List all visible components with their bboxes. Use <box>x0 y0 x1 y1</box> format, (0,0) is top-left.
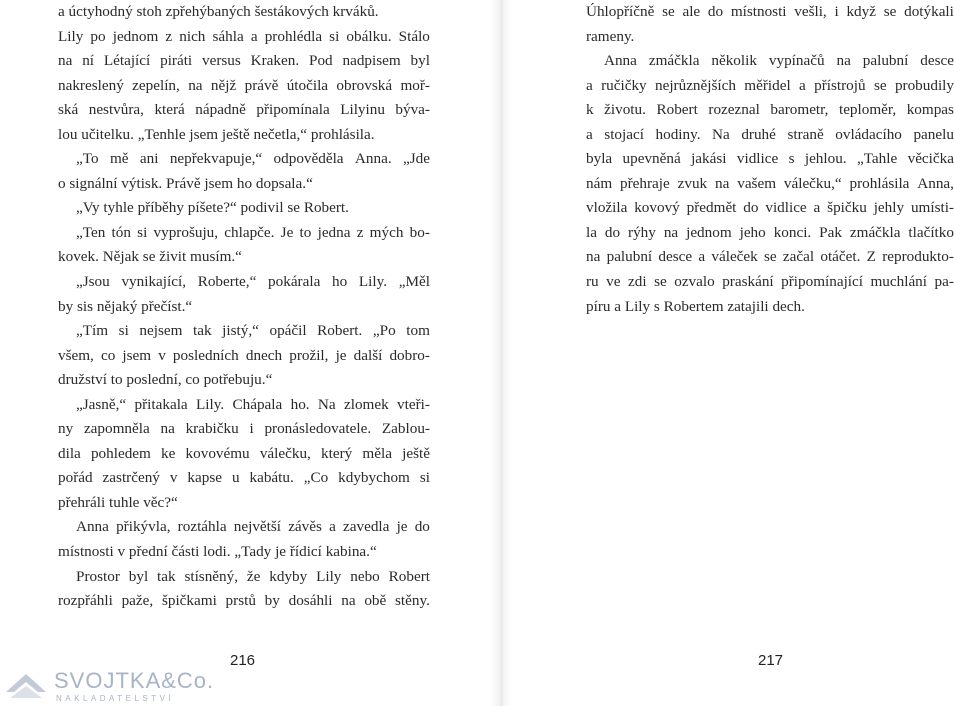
page-number-right: 217 <box>758 652 784 669</box>
text-line: Prostor byl tak stísněný, že kdyby Lily nebo Robert <box>76 567 430 585</box>
publisher-watermark-tagline: NAKLADATELSTVÍ <box>56 694 175 703</box>
text-line: místnosti v přední části lodi. „Tady je řídicí kabina.“ <box>58 543 377 561</box>
text-line: a ručičky nejrůznějších měřidel a přístrojů se probudily <box>586 76 954 94</box>
text-line: nakreslený zepelín, na nějž právě útočila obrovská moř- <box>58 76 430 94</box>
text-line: rameny. <box>586 27 635 45</box>
text-line: Úhlopříčně se ale do místnosti vešli, i když se dotýkali <box>586 3 954 20</box>
text-line: družství to poslední, co potřebuju.“ <box>58 371 273 389</box>
book-gutter <box>490 0 512 706</box>
text-line: přehráli tuhle věc?“ <box>58 493 178 511</box>
text-line: vložila kovový předmět do vidlice a špičku jehly umísti- <box>586 199 954 217</box>
text-line: kovek. Nějak se živit musím.“ <box>58 248 242 266</box>
text-line: ny zapomněla na krabičku i pronásledovatele. Zablou- <box>58 420 430 438</box>
text-line: lou učitelku. „Tenhle jsem ještě nečetla,“ prohlásila. <box>58 125 375 143</box>
text-line: „To mě ani nepřekvapuje,“ odpověděla Anna. „Jde <box>76 150 430 168</box>
text-line: k životu. Robert rozeznal barometr, teploměr, kompas <box>586 101 954 119</box>
text-line: a stojací hodiny. Na druhé straně ovládacího panelu <box>586 125 954 143</box>
right-page-text <box>586 0 954 319</box>
publisher-logo-icon <box>4 668 50 702</box>
left-page-text <box>58 0 430 614</box>
text-line: pořád zastrčený v kapse u kabátu. „Co kdybychom si <box>58 469 430 487</box>
text-line: na ní Létající piráti versus Kraken. Pod nadpisem byl <box>58 52 430 70</box>
text-line: Anna přikývla, roztáhla největší závěs a zavedla je do <box>76 518 430 536</box>
text-line: „Vy tyhle příběhy píšete?“ podivil se Robert. <box>76 199 349 217</box>
text-line: a úctyhodný stoh zpřehýbaných šestákových krváků. <box>58 3 379 20</box>
text-line: „Jsou vynikající, Roberte,“ pokárala ho Lily. „Měl <box>76 273 430 291</box>
text-line: Lily po jednom z nich sáhla a prohlédla si obálku. Stálo <box>58 27 430 45</box>
page-number-left: 216 <box>230 652 256 669</box>
text-line: píru a Lily s Robertem zatajili dech. <box>586 297 805 315</box>
text-line: rozpřáhli paže, špičkami prstů by dosáhli na obě stěny. <box>58 592 430 610</box>
text-line: „Jasně,“ přitakala Lily. Chápala ho. Na zlomek vteři- <box>76 395 430 413</box>
text-line: nám přehraje zvuk na vašem válečku,“ prohlásila Anna, <box>586 174 954 192</box>
text-line: „Tím si nejsem tak jistý,“ opáčil Robert. „Po tom <box>76 322 430 340</box>
text-line: dila pohledem ke kovovému válečku, který měla ještě <box>58 444 430 462</box>
publisher-watermark-name: SVOJTKA&Co. <box>54 668 215 693</box>
text-line: „Ten tón si vyprošuju, chlapče. Je to jedna z mých bo- <box>76 223 430 241</box>
text-line: la do rýhy na jednom jeho konci. Pak zmáčkla tlačítko <box>586 223 954 241</box>
text-line: všem, co jsem v posledních dnech prožil, je další dobro- <box>58 346 430 364</box>
text-line: ru ve zdi se ozvalo praskání připomínající muchlání pa- <box>586 273 954 291</box>
text-line: ská nestvůra, která nápadně připomínala Lilyinu býva- <box>58 101 430 119</box>
text-line: Anna zmáčkla několik vypínačů na palubní desce <box>604 52 954 70</box>
text-line: na palubní desce a váleček se začal otáčet. Z reprodukto- <box>586 248 954 266</box>
text-line: o signální výtisk. Právě jsem ho dopsala.“ <box>58 174 313 192</box>
text-line: by sis nějaký přečíst.“ <box>58 297 193 315</box>
text-line: byla upevněná jakási vidlice s jehlou. „Tahle věcička <box>586 150 954 168</box>
